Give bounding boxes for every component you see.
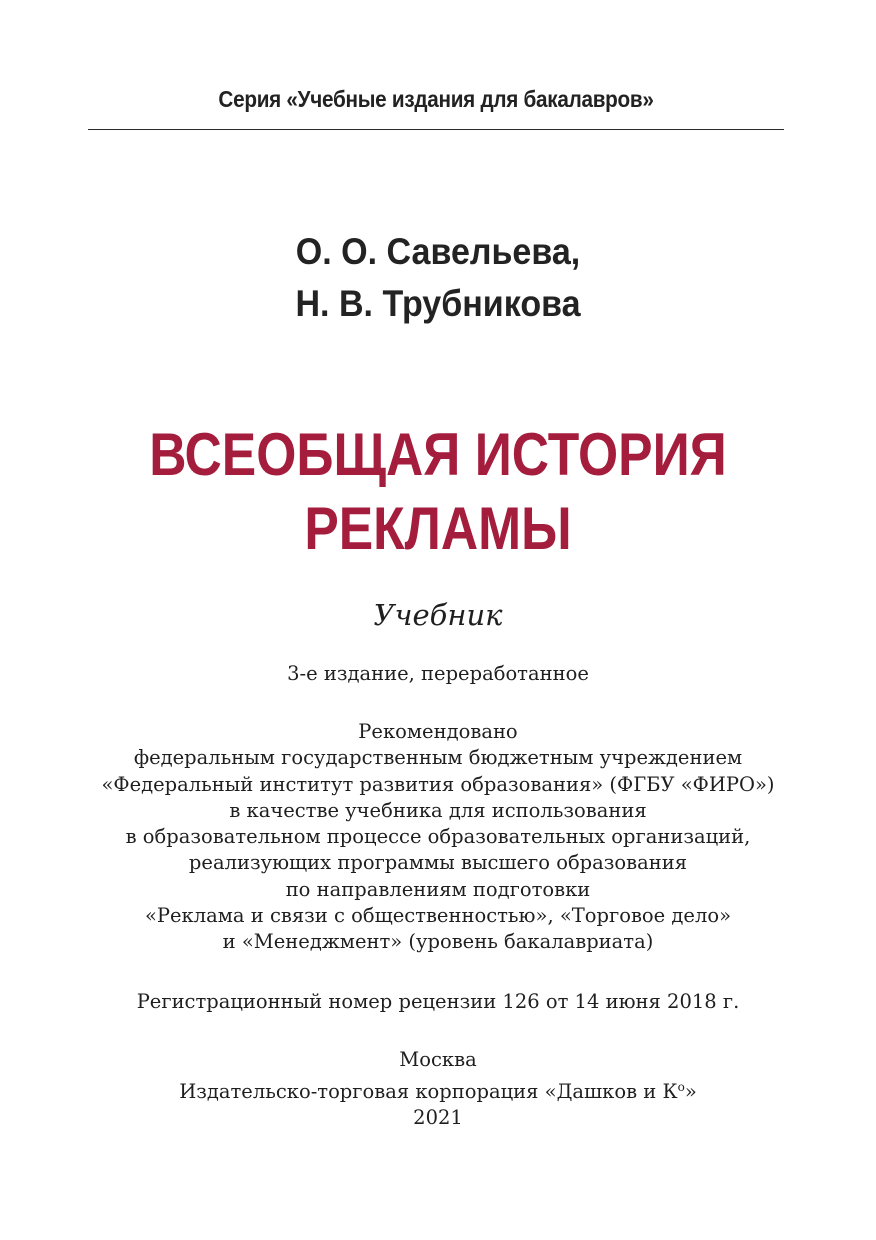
recommendation bbox=[0, 719, 876, 956]
recommendation-line: по направлениям подготовки bbox=[285, 877, 591, 901]
book-title-line-1: ВСЕОБЩАЯ ИСТОРИЯ bbox=[149, 421, 727, 488]
recommendation-line: федеральным государственным бюджетным учреждением bbox=[133, 746, 743, 770]
recommendation-line: в качестве учебника для использования bbox=[229, 798, 647, 822]
publisher-superscript: о bbox=[677, 1079, 685, 1094]
recommendation-line: в образовательном процессе образовательных организаций, bbox=[125, 825, 751, 849]
imprint-year: 2021 bbox=[413, 1106, 463, 1129]
header-rule bbox=[88, 129, 784, 130]
imprint bbox=[0, 1047, 876, 1132]
book-title-line-2: РЕКЛАМЫ bbox=[304, 495, 572, 562]
publisher-name: Издательско-торговая корпорация «Дашков и К bbox=[179, 1079, 678, 1103]
edition: 3-е издание, переработанное bbox=[287, 662, 589, 685]
recommendation-line: и «Менеджмент» (уровень бакалавриата) bbox=[222, 930, 654, 954]
recommendation-line: «Федеральный институт развития образования» (ФГБУ «ФИРО») bbox=[101, 772, 775, 796]
imprint-publisher bbox=[0, 1074, 876, 1106]
author-2: Н. В. Трубникова bbox=[295, 283, 581, 324]
publisher-close-quote: » bbox=[684, 1079, 697, 1103]
recommendation-line: Рекомендовано bbox=[358, 720, 518, 743]
series-title: Серия «Учебные издания для бакалавров» bbox=[218, 86, 654, 112]
registration-number: Регистрационный номер рецензии 126 от 14 июня 2018 г. bbox=[136, 990, 740, 1013]
book-kind: Учебник bbox=[373, 598, 503, 632]
author-1: О. О. Савельева, bbox=[295, 231, 581, 272]
book-title bbox=[0, 418, 876, 566]
imprint-city: Москва bbox=[399, 1048, 477, 1071]
authors bbox=[0, 226, 876, 330]
recommendation-line: «Реклама и связи с общественностью», «Торговое дело» bbox=[144, 904, 732, 928]
recommendation-line: реализующих программы высшего образования bbox=[188, 851, 688, 875]
